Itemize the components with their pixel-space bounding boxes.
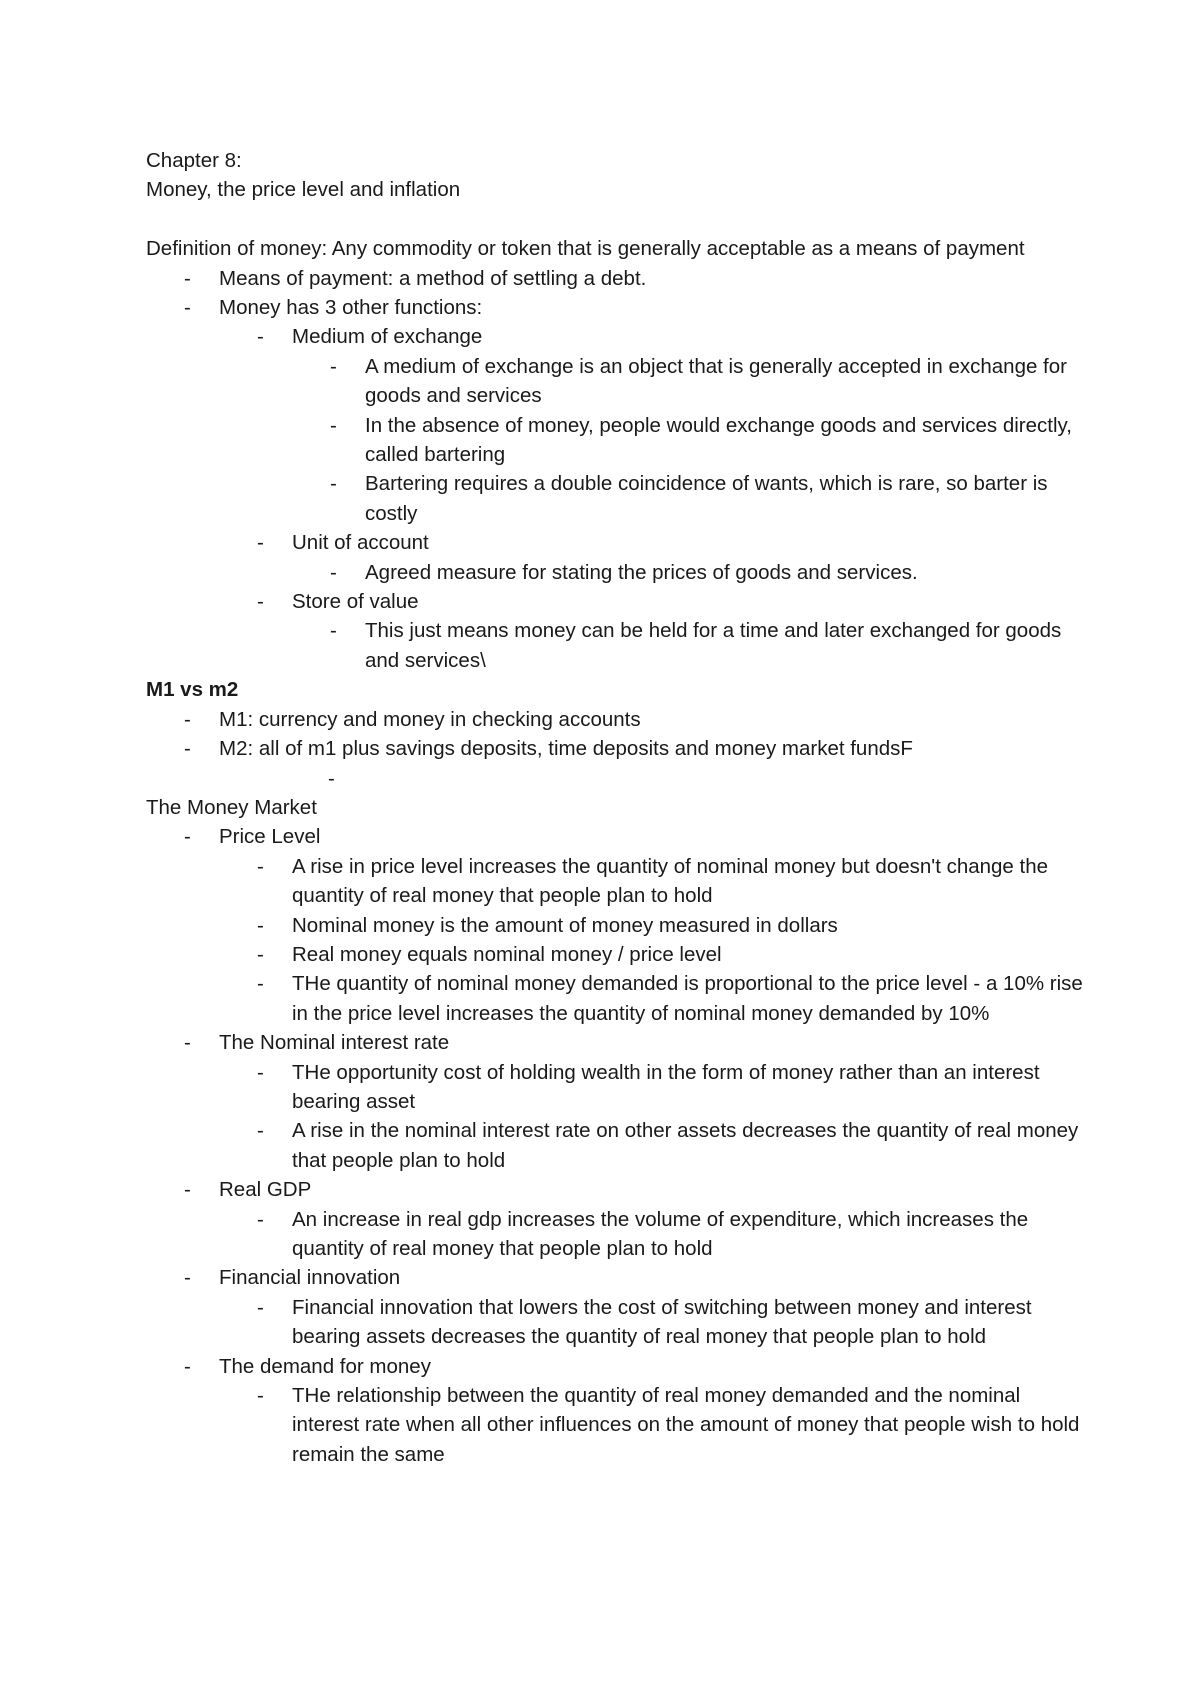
list-item <box>146 293 1086 322</box>
point-text: - This just means money can be held for a time and later exchanged for goods and services\ <box>365 619 1062 672</box>
m1-vs-m2-heading: M1 vs m2 <box>146 678 239 702</box>
definition-paragraph: Definition of money: Any commodity or token that is generally acceptable as a means of payment <box>146 237 1025 261</box>
money-market-list <box>146 822 1086 851</box>
point-text: - Financial innovation that lowers the cost of switching between money and interest bearing assets decreases the quantity of real money that people plan to hold <box>292 1295 1032 1349</box>
unit-of-account-points <box>146 558 1086 587</box>
medium-of-exchange-points <box>146 352 1086 528</box>
list-item <box>146 1293 1086 1352</box>
other-functions: - Money has 3 other functions: <box>219 296 483 320</box>
list-item <box>146 528 1086 557</box>
price-level-label: - Price Level <box>219 825 321 849</box>
point-text: - THe quantity of nominal money demanded is proportional to the price level - a 10% rise in the price level increases the quantity of nominal money demanded by 10% <box>292 972 1083 1025</box>
list-item <box>146 352 1086 411</box>
list-item <box>146 558 1086 587</box>
money-market-list <box>146 1263 1086 1292</box>
point-text: - In the absence of money, people would exchange goods and services directly, called bartering <box>365 413 1072 467</box>
list-item <box>146 1116 1086 1175</box>
functions-list <box>146 528 1086 557</box>
list-item <box>146 705 1086 734</box>
chapter-subtitle: Money, the price level and inflation <box>146 178 461 202</box>
money-market-list <box>146 1352 1086 1381</box>
list-item <box>146 1263 1086 1292</box>
store-of-value-label: - Store of value <box>292 590 419 614</box>
list-item <box>146 940 1086 969</box>
list-item <box>146 1175 1086 1204</box>
list-item <box>146 1352 1086 1381</box>
list-item <box>146 469 1086 528</box>
list-item <box>146 911 1086 940</box>
blank-line <box>146 205 1086 234</box>
medium-of-exchange-label: - Medium of exchange <box>292 325 483 349</box>
point-text: - Real money equals nominal money / price level <box>292 942 722 966</box>
real-gdp-points <box>146 1205 1086 1264</box>
list-item <box>146 1028 1086 1057</box>
financial-innovation-label: - Financial innovation <box>219 1266 401 1290</box>
unit-of-account-label: - Unit of account <box>292 531 429 555</box>
list-item <box>146 822 1086 851</box>
list-item <box>146 734 1086 763</box>
list-item <box>146 616 1086 675</box>
m2-definition: - M2: all of m1 plus savings deposits, time deposits and money market fundsF <box>219 737 913 761</box>
demand-for-money-points <box>146 1381 1086 1469</box>
point-text: - Agreed measure for stating the prices of goods and services. <box>365 560 918 584</box>
point-text: - A medium of exchange is an object that is generally accepted in exchange for goods and services <box>365 354 1067 408</box>
money-market-heading: The Money Market <box>146 795 317 819</box>
list-item <box>146 969 1086 1028</box>
point-text: - An increase in real gdp increases the volume of expenditure, which increases the quantity of real money that people plan to hold <box>292 1207 1029 1260</box>
means-of-payment: - Means of payment: a method of settling a debt. <box>219 266 647 290</box>
chapter-title: Chapter 8: <box>146 149 242 172</box>
m1-m2-list <box>146 705 1086 764</box>
nominal-interest-rate-label: - The Nominal interest rate <box>219 1031 450 1055</box>
empty-bullet: - <box>328 766 335 790</box>
definition-list <box>146 264 1086 323</box>
functions-list <box>146 587 1086 616</box>
functions-list <box>146 322 1086 351</box>
list-item <box>146 852 1086 911</box>
price-level-points <box>146 852 1086 1028</box>
financial-innovation-points <box>146 1293 1086 1352</box>
document-body <box>146 146 1086 1469</box>
list-item <box>146 1205 1086 1264</box>
point-text: - THe relationship between the quantity of real money demanded and the nominal interest rate when all other influences on the amount of money that people wish to hold remain the same <box>292 1384 1080 1466</box>
real-gdp-label: - Real GDP <box>219 1178 312 1202</box>
point-text: - THe opportunity cost of holding wealth in the form of money rather than an interest bearing asset <box>292 1060 1040 1113</box>
list-item <box>146 264 1086 293</box>
list-item <box>146 411 1086 470</box>
store-of-value-points <box>146 616 1086 675</box>
list-item <box>146 1058 1086 1117</box>
point-text: - Nominal money is the amount of money measured in dollars <box>292 913 838 937</box>
point-text: - A rise in the nominal interest rate on other assets decreases the quantity of real money that people plan to hold <box>292 1119 1079 1172</box>
money-market-list <box>146 1175 1086 1204</box>
money-market-list <box>146 1028 1086 1057</box>
demand-for-money-label: - The demand for money <box>219 1354 431 1378</box>
m1-definition: - M1: currency and money in checking accounts <box>219 707 641 731</box>
list-item <box>146 1381 1086 1469</box>
nominal-interest-rate-points <box>146 1058 1086 1176</box>
list-item <box>146 322 1086 351</box>
list-item <box>146 587 1086 616</box>
point-text: - A rise in price level increases the quantity of nominal money but doesn't change the quantity of real money that people plan to hold <box>292 854 1049 908</box>
point-text: - Bartering requires a double coincidence of wants, which is rare, so barter is costly <box>365 472 1048 525</box>
